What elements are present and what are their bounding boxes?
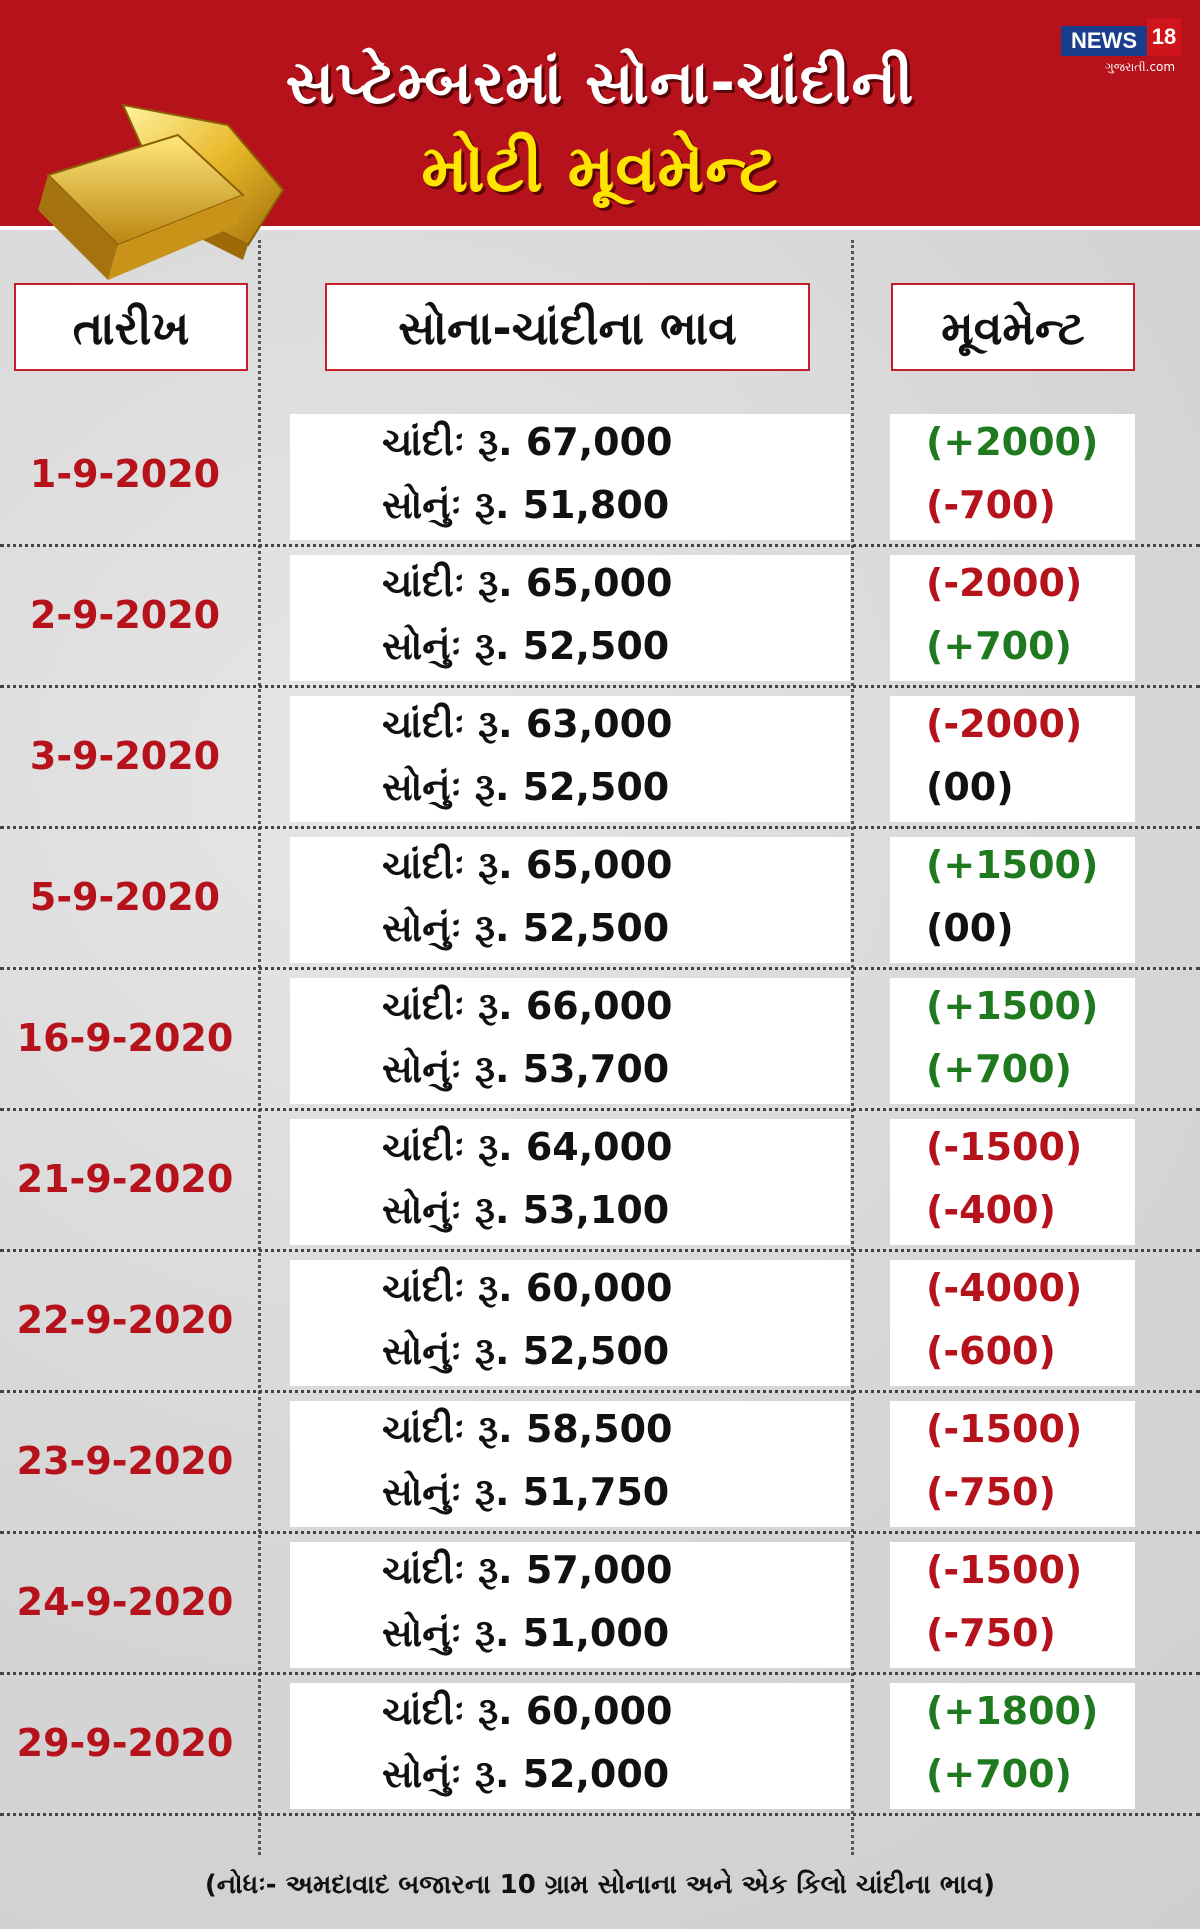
row-separator [0, 967, 1200, 970]
gold-movement: (-750) [926, 1470, 1056, 1514]
gold-movement: (-400) [926, 1188, 1056, 1232]
row-date: 16-9-2020 [16, 1016, 234, 1060]
footer-note: (નોધઃ- અમદાવાદ બજારના 10 ગ્રામ સોનાના અને એક કિલો ચાંદીના ભાવ) [204, 1870, 996, 1900]
title-line-2: મોટી મૂવમેન્ટ [421, 130, 779, 207]
gold-price: સોનુંઃ રૂ. 52,500 [382, 624, 670, 668]
silver-movement: (-2000) [926, 561, 1083, 605]
table-row [0, 978, 1200, 1119]
row-date: 3-9-2020 [29, 734, 221, 778]
gold-price: સોનુંઃ રૂ. 52,500 [382, 765, 670, 809]
silver-movement: (-1500) [926, 1548, 1083, 1592]
row-date: 21-9-2020 [16, 1157, 234, 1201]
movement-cell [890, 1401, 1135, 1527]
silver-price: ચાંદીઃ રૂ. 65,000 [382, 561, 673, 605]
price-cell [290, 1401, 850, 1527]
gold-price: સોનુંઃ રૂ. 53,100 [382, 1188, 670, 1232]
table-row [0, 837, 1200, 978]
row-date: 2-9-2020 [29, 593, 221, 637]
movement-cell [890, 696, 1135, 822]
gold-price: સોનુંઃ રૂ. 52,500 [382, 1329, 670, 1373]
silver-price: ચાંદીઃ રૂ. 63,000 [382, 702, 673, 746]
silver-price: ચાંદીઃ રૂ. 60,000 [382, 1266, 673, 1310]
column-header-price: સોના-ચાંદીના ભાવ [325, 283, 810, 371]
silver-movement: (+1500) [926, 843, 1099, 887]
silver-price: ચાંદીઃ રૂ. 57,000 [382, 1548, 673, 1592]
silver-price: ચાંદીઃ રૂ. 65,000 [382, 843, 673, 887]
gold-movement: (-700) [926, 483, 1056, 527]
row-separator [0, 1672, 1200, 1675]
gold-movement: (+700) [926, 624, 1072, 668]
row-separator [0, 1390, 1200, 1393]
movement-cell [890, 1119, 1135, 1245]
row-separator [0, 1813, 1200, 1816]
movement-cell [890, 1260, 1135, 1386]
table-row [0, 1683, 1200, 1824]
silver-movement: (-1500) [926, 1125, 1083, 1169]
gold-movement: (00) [926, 765, 1014, 809]
table-row [0, 1119, 1200, 1260]
gold-price: સોનુંઃ રૂ. 52,000 [382, 1752, 670, 1796]
movement-cell [890, 837, 1135, 963]
news18-logo [1061, 18, 1181, 82]
price-cell [290, 414, 850, 540]
movement-cell [890, 555, 1135, 681]
silver-movement: (+1800) [926, 1689, 1099, 1733]
row-separator [0, 685, 1200, 688]
silver-price: ચાંદીઃ રૂ. 67,000 [382, 420, 673, 464]
logo-number: 18 [1147, 18, 1181, 56]
row-separator [0, 1108, 1200, 1111]
silver-movement: (+2000) [926, 420, 1099, 464]
table-row [0, 696, 1200, 837]
silver-movement: (-2000) [926, 702, 1083, 746]
price-cell [290, 1542, 850, 1668]
row-date: 24-9-2020 [16, 1580, 234, 1624]
gold-movement: (-750) [926, 1611, 1056, 1655]
gold-price: સોનુંઃ રૂ. 53,700 [382, 1047, 670, 1091]
silver-movement: (+1500) [926, 984, 1099, 1028]
silver-movement: (-1500) [926, 1407, 1083, 1451]
row-separator [0, 1531, 1200, 1534]
gold-price: સોનુંઃ રૂ. 51,000 [382, 1611, 670, 1655]
price-cell [290, 1119, 850, 1245]
table-row [0, 1260, 1200, 1401]
table-row [0, 555, 1200, 696]
row-date: 1-9-2020 [29, 452, 221, 496]
table-row [0, 1542, 1200, 1683]
logo-text: NEWS [1061, 26, 1147, 56]
movement-cell [890, 1542, 1135, 1668]
price-cell [290, 1683, 850, 1809]
column-header-movement: મૂવમેન્ટ [891, 283, 1135, 371]
table-row [0, 414, 1200, 555]
silver-movement: (-4000) [926, 1266, 1083, 1310]
row-separator [0, 1249, 1200, 1252]
movement-cell [890, 414, 1135, 540]
gold-movement: (00) [926, 906, 1014, 950]
silver-price: ચાંદીઃ રૂ. 66,000 [382, 984, 673, 1028]
price-cell [290, 978, 850, 1104]
gold-price: સોનુંઃ રૂ. 51,800 [382, 483, 670, 527]
price-cell [290, 837, 850, 963]
row-date: 29-9-2020 [16, 1721, 234, 1765]
row-separator [0, 826, 1200, 829]
gold-price: સોનુંઃ રૂ. 51,750 [382, 1470, 670, 1514]
price-cell [290, 696, 850, 822]
title-line-1: સપ્ટેમ્બરમાં સોના-ચાંદીની [285, 48, 915, 118]
column-header-date: તારીખ [14, 283, 248, 371]
silver-price: ચાંદીઃ રૂ. 60,000 [382, 1689, 673, 1733]
row-date: 5-9-2020 [29, 875, 221, 919]
silver-price: ચાંદીઃ રૂ. 64,000 [382, 1125, 673, 1169]
row-date: 23-9-2020 [16, 1439, 234, 1483]
price-cell [290, 1260, 850, 1386]
gold-movement: (+700) [926, 1047, 1072, 1091]
logo-subtitle: ગુજરાતી.com [1105, 60, 1176, 74]
row-date: 22-9-2020 [16, 1298, 234, 1342]
header-banner [0, 0, 1200, 230]
movement-cell [890, 978, 1135, 1104]
gold-price: સોનુંઃ રૂ. 52,500 [382, 906, 670, 950]
movement-cell [890, 1683, 1135, 1809]
gold-movement: (+700) [926, 1752, 1072, 1796]
silver-price: ચાંદીઃ રૂ. 58,500 [382, 1407, 673, 1451]
gold-movement: (-600) [926, 1329, 1056, 1373]
price-cell [290, 555, 850, 681]
row-separator [0, 544, 1200, 547]
table-row [0, 1401, 1200, 1542]
